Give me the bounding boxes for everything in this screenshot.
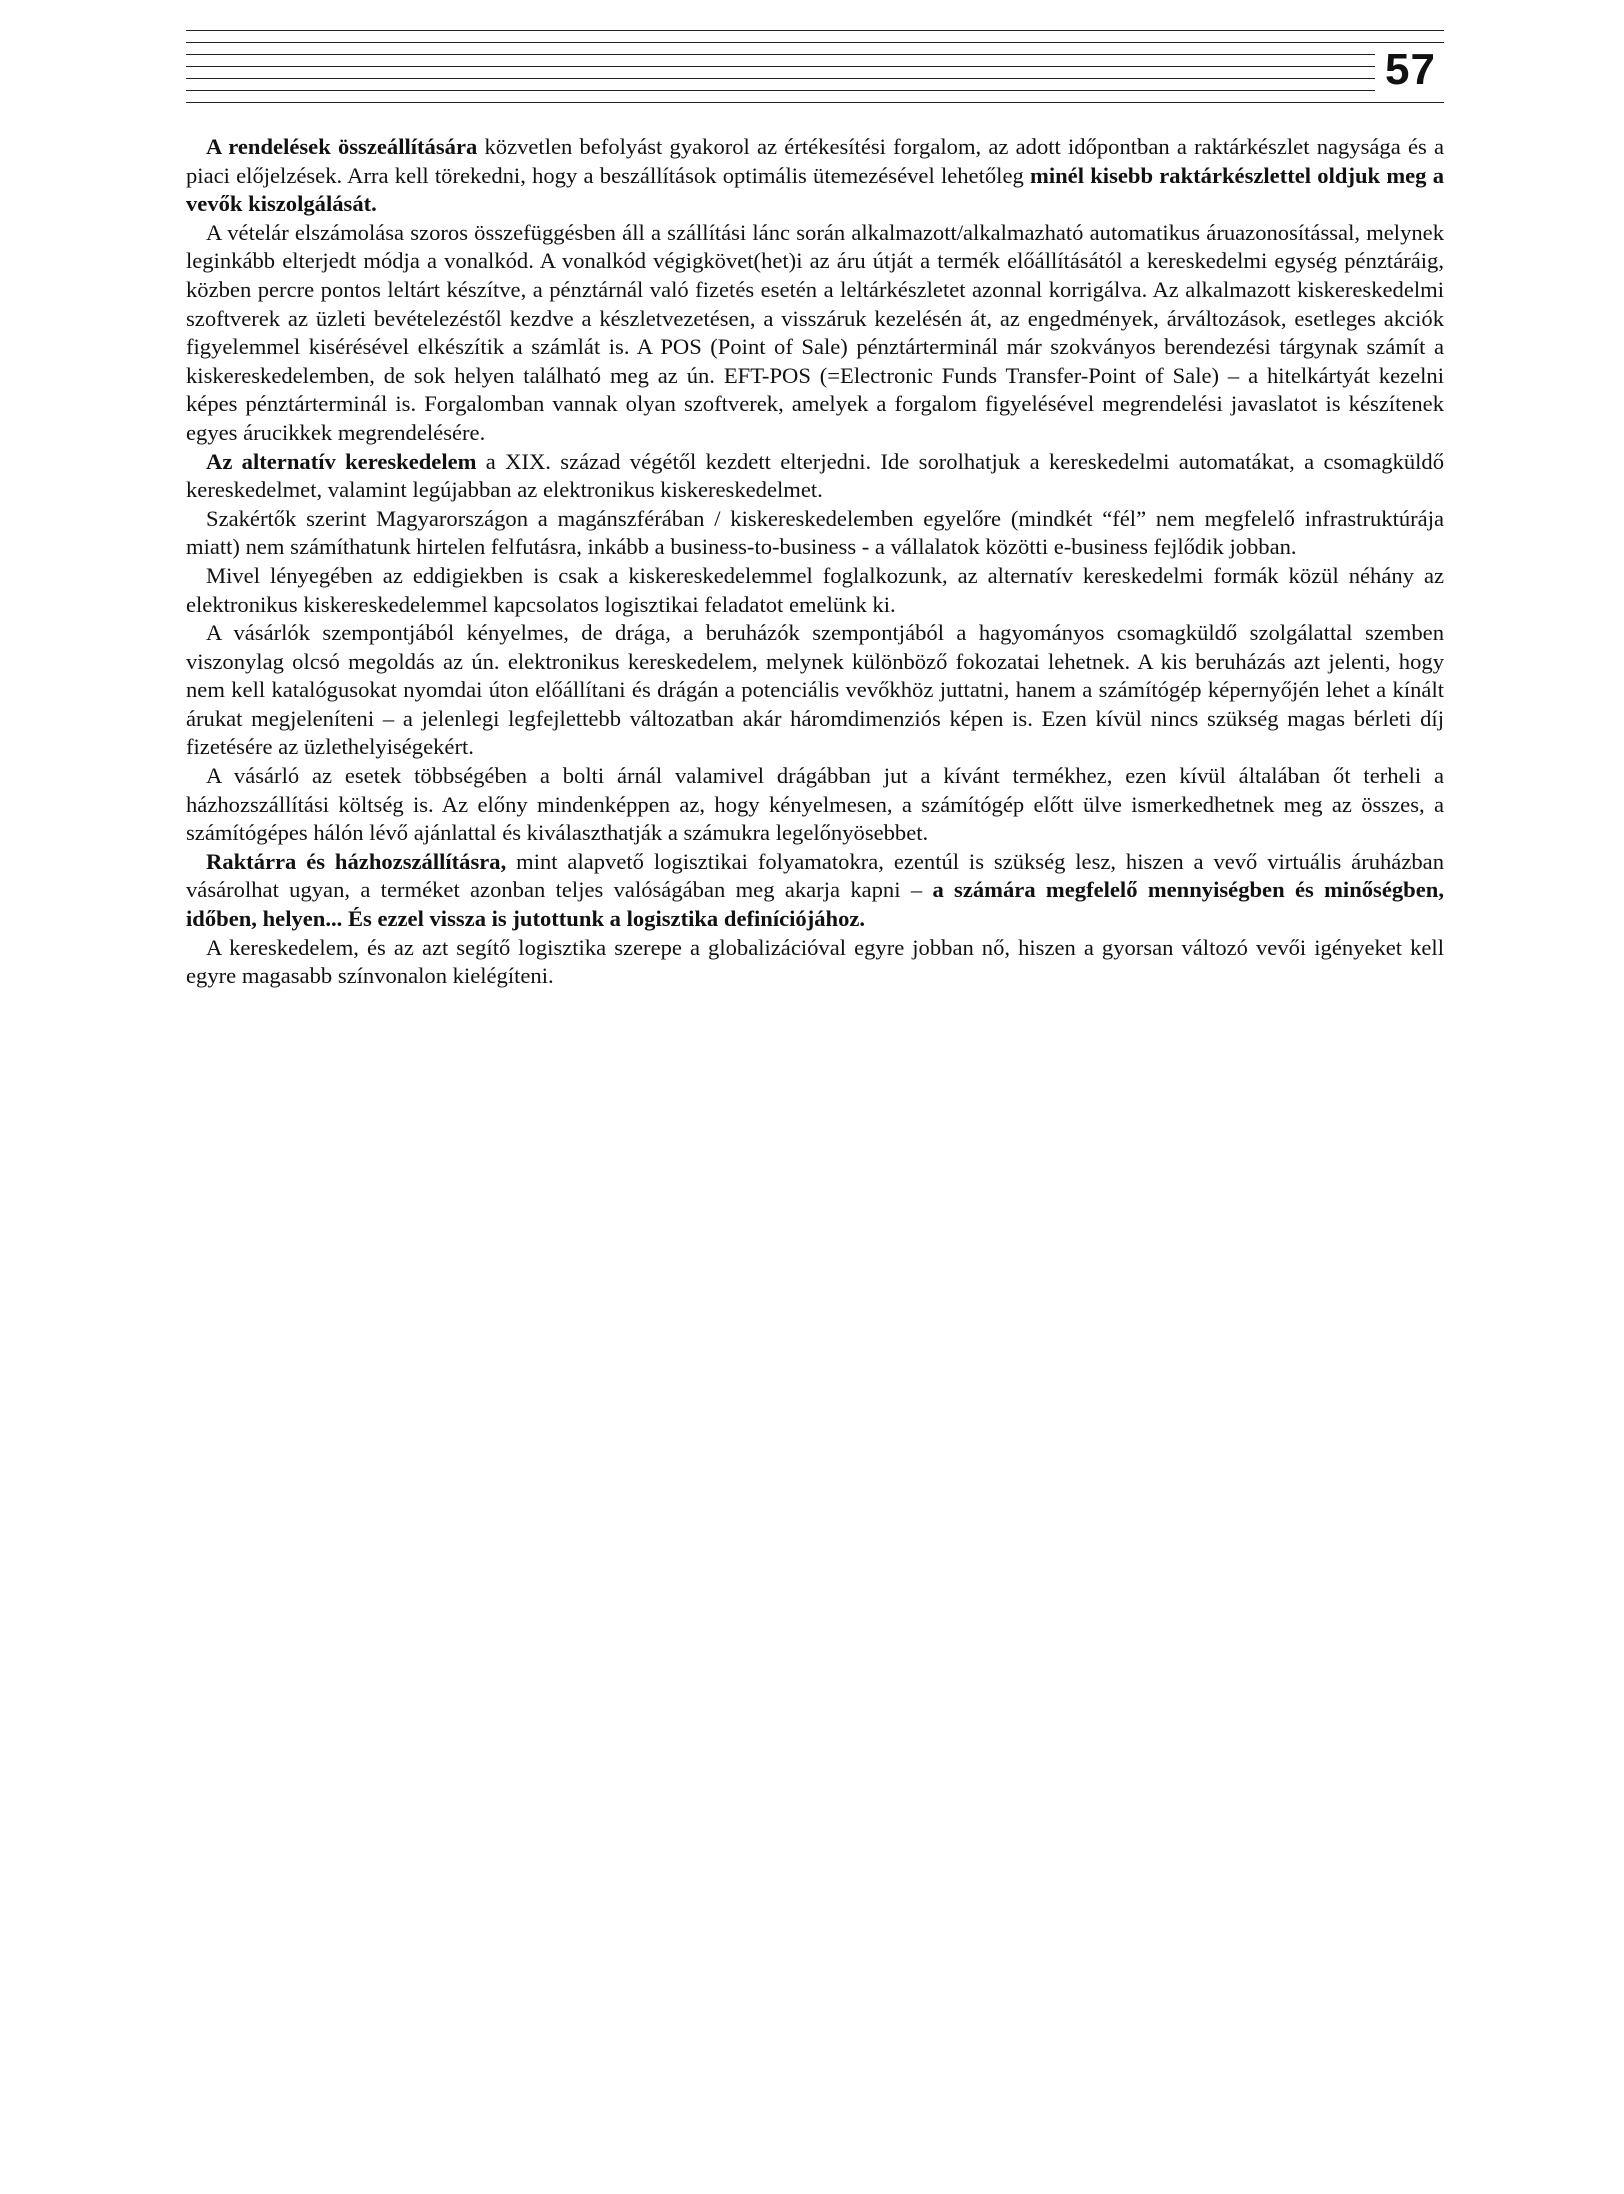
header-rule bbox=[186, 66, 1444, 67]
bold-text-run: A rendelések összeállítására bbox=[206, 134, 478, 159]
text-run: a XIX. század végétől kezdett elterjedni. Ide sorolhatjuk a kereskedelmi automatákat, a csomagküldő kereskedelmet, valamint legújabban az elektronikus kiskereskedelmet. bbox=[186, 448, 1444, 503]
text-run: mint alapvető logisztikai folyamatokra, ezentúl is szükség lesz, hiszen a vevő virtuális áruházban vásárolhat ugyan, a terméket azonban teljes valóságában meg akarja kapni – bbox=[186, 848, 1444, 903]
body-text bbox=[186, 133, 1444, 991]
paragraph bbox=[186, 848, 1444, 934]
text-run: A vásárló az esetek többségében a bolti árnál valamivel drágábban jut a kívánt termékhez, ezen kívül általában őt terheli a házhozszállítási költség is. Az előny mindenképpen az, hogy kényelmesen, a számítógép előtt ülve ismerkedhetnek meg az összes, a számítógépes hálón lévő ajánlattal és kiválaszthatják a számukra legelőnyösebbet. bbox=[186, 763, 1444, 846]
header-rule bbox=[186, 102, 1444, 103]
bold-text-run: a számára megfelelő mennyiségben és minőségben, időben, helyen... És ezzel vissza is jutottunk a logisztika definíciójához. bbox=[186, 877, 1444, 932]
text-run: A vásárlók szempontjából kényelmes, de drága, a beruházók szempontjából a hagyományos csomagküldő szolgálattal szemben viszonylag olcsó megoldás az ún. elektronikus kereskedelem, melynek különböző fokozatai lehetnek. A kis beruházás azt jelenti, hogy nem kell katalógusokat nyomdai úton előállítani és drágán a potenciális vevőkhöz juttatni, hanem a számítógép képernyőjén lehet a kínált árukat megjeleníteni – a jelenlegi legfejlettebb változatban akár háromdimenziós képen is. Ezen kívül nincs szükség magas bérleti díj fizetésére az üzlethelyiségekért. bbox=[186, 620, 1444, 760]
paragraph bbox=[186, 562, 1444, 619]
bold-text-run: Az alternatív kereskedelem bbox=[206, 448, 477, 474]
paragraph bbox=[186, 133, 1444, 219]
bold-text-run: minél kisebb raktárkészlettel oldjuk meg a vevők kiszolgálását. bbox=[186, 162, 1445, 217]
paragraph bbox=[186, 619, 1444, 762]
paragraph bbox=[186, 219, 1444, 448]
text-run: közvetlen befolyást gyakorol az értékesítési forgalom, az adott időpontban a raktárkészlet nagysága és a piaci előjelzések. Arra kell törekedni, hogy a beszállítások optimális ütemezésével lehetőleg bbox=[186, 134, 1444, 188]
header-rule bbox=[186, 30, 1444, 31]
page-header bbox=[186, 30, 1444, 110]
paragraph bbox=[186, 934, 1444, 991]
paragraph bbox=[186, 505, 1444, 562]
paragraph bbox=[186, 762, 1444, 848]
paragraph bbox=[186, 448, 1444, 505]
header-rule bbox=[186, 90, 1444, 91]
header-rule bbox=[186, 78, 1444, 79]
page-number: 57 bbox=[1375, 48, 1444, 92]
header-rule bbox=[186, 42, 1444, 43]
header-rule bbox=[186, 54, 1444, 55]
text-run: A vételár elszámolása szoros összefüggésben áll a szállítási lánc során alkalmazott/alkalmazható automatikus áruazonosítással, melynek leginkább elterjedt módja a vonalkód. A vonalkód végigkövet(het)i az áru útját a termék előállításától a kereskedelmi egység pénztáráig, közben percre pontos leltárt készítve, a pénztárnál való fizetés esetén a leltárkészletet azonnal korrigálva. Az alkalmazott kiskereskedelmi szoftverek az üzleti bevételezéstől kezdve a készletvezetésen, a visszáruk kezelésén át, az engedmények, árváltozások, esetleges akciók figyelemmel kisérésével elkészítik a számlát is. A POS (Point of Sale) pénztárterminál már szokványos berendezési tárgynak számít a kiskereskedelemben, de sok helyen található meg az ún. EFT-POS (=Electronic Funds Transfer-Point of Sale) – a hitelkártyát kezelni képes pénztárterminál is. Forgalomban vannak olyan szoftverek, amelyek a forgalom figyelésével megrendelési javaslatot is készítenek egyes árucikkek megrendelésére. bbox=[186, 219, 1444, 445]
text-run: Szakértők szerint Magyarországon a magánszférában / kiskereskedelemben egyelőre (mindkét “fél” nem megfelelő infrastruktúrája miatt) nem számíthatunk hirtelen felfutásra, inkább a business-to-business - a vállalatok közötti e-business fejlődik jobban. bbox=[186, 505, 1444, 560]
text-run: A kereskedelem, és az azt segítő logisztika szerepe a globalizációval egyre jobban nő, hiszen a gyorsan változó vevői igényeket kell egyre magasabb színvonalon kielégíteni. bbox=[186, 934, 1444, 989]
bold-text-run: Raktárra és házhozszállításra, bbox=[206, 848, 507, 874]
text-run: Mivel lényegében az eddigiekben is csak a kiskereskedelemmel foglalkozunk, az alternatív kereskedelmi formák közül néhány az elektronikus kiskereskedelemmel kapcsolatos logisztikai feladatot emelünk ki. bbox=[186, 562, 1444, 617]
